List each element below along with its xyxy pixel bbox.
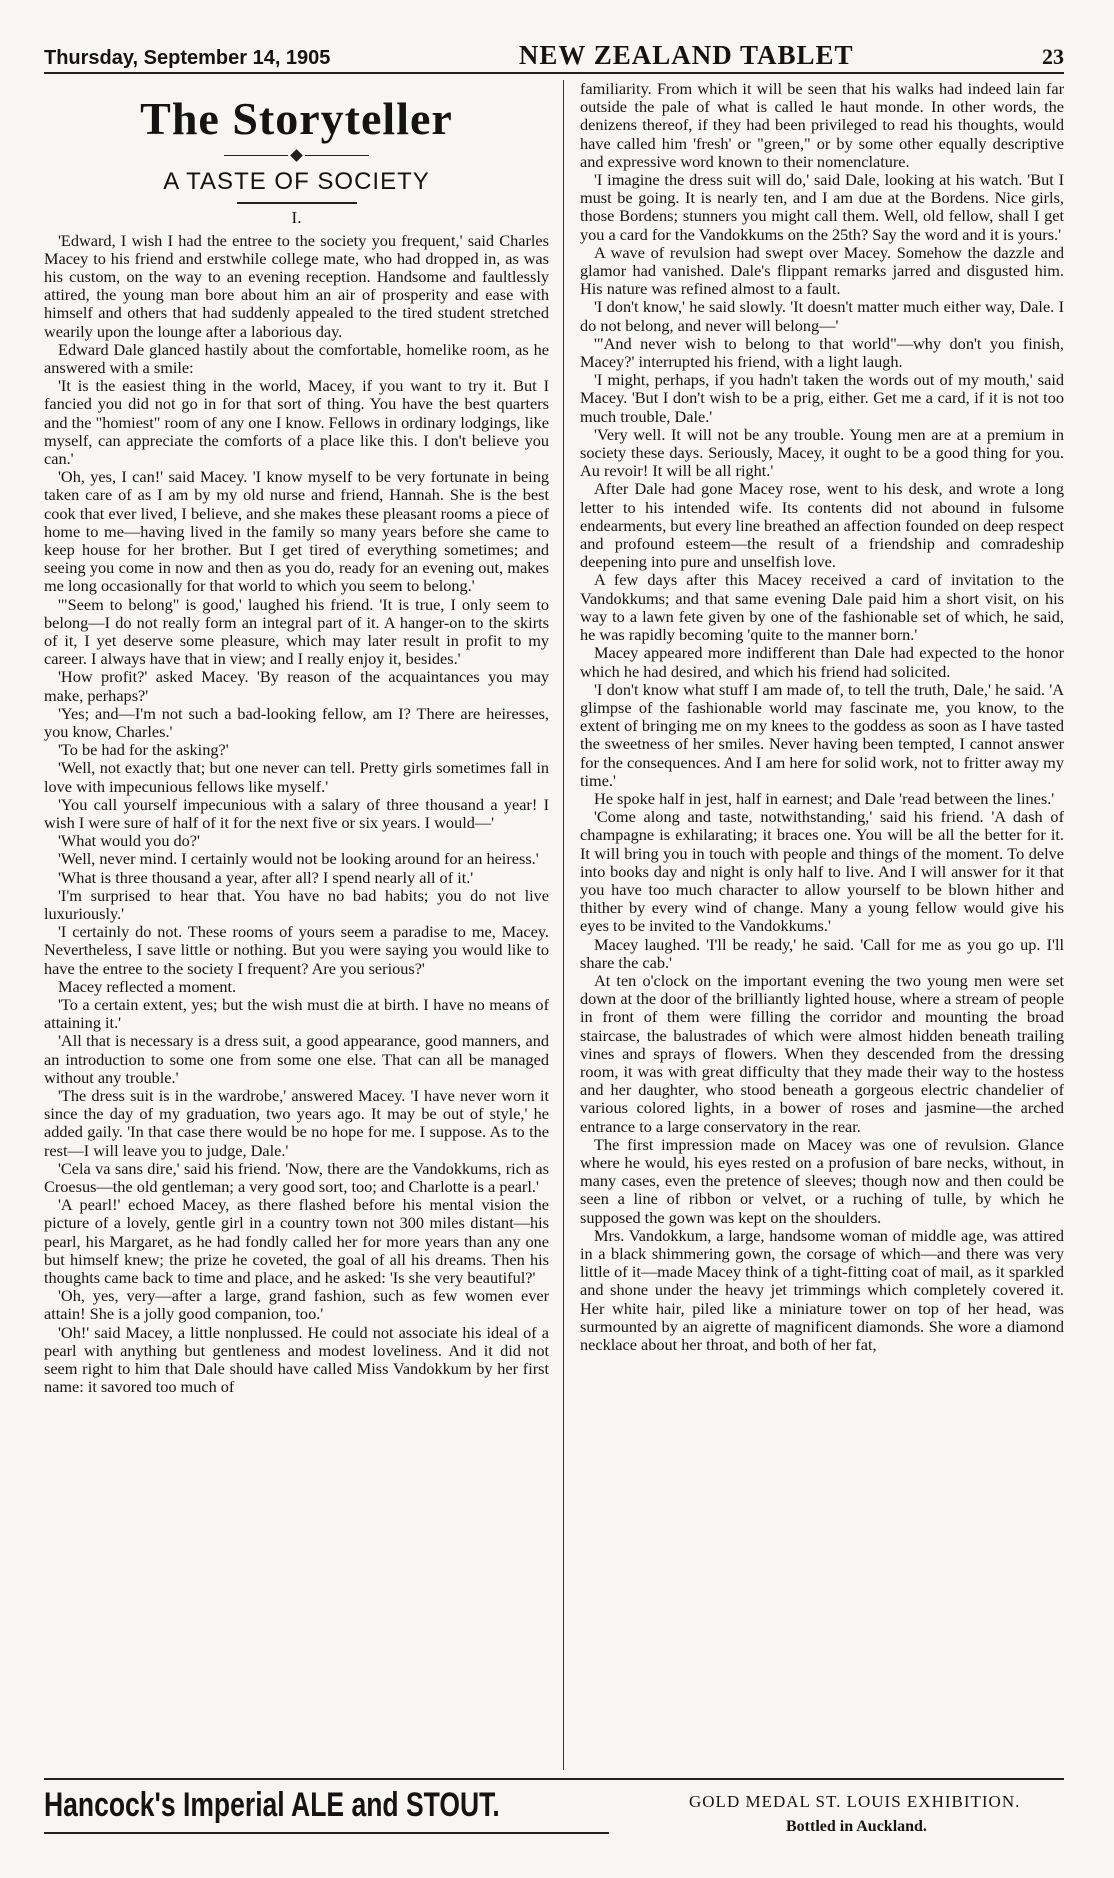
ad-brand: Hancock's Imperial ALE and STOUT.	[44, 1786, 500, 1824]
diamond-icon	[290, 149, 303, 162]
paragraph: familiarity. From which it will be seen that his walks had indeed lain far outside the pale of what is called le haut monde. In other words, the denizens thereof, if they had been privileged to read his thoughts, would have called him 'fresh' or "green," or by some other equally descriptive and expressive word known to their nomenclature.	[580, 80, 1064, 171]
newspaper-title: NEW ZEALAND TABLET	[518, 40, 854, 70]
ad-medal: GOLD MEDAL ST. LOUIS EXHIBITION.	[689, 1792, 1021, 1811]
paragraph: Macey laughed. 'I'll be ready,' he said. 'Call for me as you go up. I'll share the cab.'	[580, 934, 1064, 972]
paragraph: 'Well, not exactly that; but one never can tell. Pretty girls sometimes fall in love with impecunious fellows like myself.'	[44, 758, 549, 796]
paragraph: 'You call yourself impecunious with a salary of three thousand a year! I wish I were sure of half of it for the next five or six years. I would—'	[44, 794, 549, 832]
paragraph: 'Edward, I wish I had the entree to the society you frequent,' said Charles Macey to his friend and erstwhile college mate, who had dropped in, as was his custom, on the way to an evening reception. Handsome and faultlessly attired, the young man bore about him an air of prosperity and ease with himself and others that had suddenly appealed to the tired student stretched wearily upon the lounge after a laborious day.	[44, 230, 549, 341]
paragraph: '"Seem to belong" is good,' laughed his friend. 'It is true, I only seem to belong—I do not really form an integral part of it. A hanger-on to the skirts of it, I yet deserve some pleasure, which may later result in profit to my career. I always have that in view; and I really enjoy it, besides.'	[44, 594, 549, 669]
left-column	[44, 80, 564, 1770]
paragraph: Macey reflected a moment.	[58, 976, 237, 996]
ornament-rule	[224, 155, 288, 157]
paragraph: At ten o'clock on the important evening the two young men were set down at the door of the brilliantly lighted house, where a stream of people in front of them were filling the corridor and mounting the broad staircase, the balustrades of which were almost hidden beneath trailing vines and sprays of flowers. When they descended from the dressing room, it was with great difficulty that they made their way to the hostess and her daughter, who stood beneath a gorgeous electric chandelier of various colored lights, in a bower of roses and jasmine—the arched entrance to a large conservatory in the rear.	[580, 970, 1064, 1136]
issue-date: Thursday, September 14, 1905	[44, 47, 331, 69]
paragraph: 'Yes; and—I'm not such a bad-looking fellow, am I? There are heiresses, you know, Charles.'	[44, 703, 549, 741]
paragraph: Mrs. Vandokkum, a large, handsome woman of middle age, was attired in a black shimmering gown, the corsage of which—and there was very little of it—made Macey think of a tight-fitting coat of mail, as it sparkled and shone under the heavy jet trimmings which completely covered it. Her white hair, piled like a miniature tower on top of her head, was surmounted by an aigrette of magnificent diamonds. She wore a diamond necklace about her throat, and both of her fat,	[580, 1225, 1064, 1355]
right-column-body	[580, 80, 1064, 1354]
paragraph: 'I certainly do not. These rooms of yours seem a paradise to me, Macey. Nevertheless, I save little or nothing. But you were saying you would like to have the entree to the society I frequent? Are you serious?'	[44, 922, 549, 978]
paragraph: 'How profit?' asked Macey. 'By reason of the acquaintances you may make, perhaps?'	[44, 667, 549, 705]
paragraph: 'Well, never mind. I certainly would not be looking around for an heiress.'	[58, 849, 539, 869]
paragraph: 'I'm surprised to hear that. You have no bad habits; you do not live luxuriously.'	[44, 885, 549, 924]
paragraph: 'I might, perhaps, if you hadn't taken the words out of my mouth,' said Macey. 'But I don't wish to be a prig, either. Get me a card, if it is not too much trouble, Dale.'	[580, 370, 1064, 426]
paragraph: A wave of revulsion had swept over Macey. Somehow the dazzle and glamor had vanished. Dale's flippant remarks jarred and disgusted him. His nature was refined almost to a fault.	[580, 242, 1064, 299]
masthead	[44, 40, 1064, 74]
advertisement	[44, 1786, 1064, 1846]
paragraph: Edward Dale glanced hastily about the comfortable, homelike room, as he answered with a smile:	[44, 339, 549, 377]
paragraph: 'A pearl!' echoed Macey, as there flashed before his mental vision the picture of a lovely, gentle girl in a country town not 300 miles distant—his pearl, his Margaret, as he had fondly called her for more years than any one but himself knew; the prize he coveted, the goal of all his dreams. Then his thoughts came back to time and place, and he asked: 'Is she very beautiful?'	[44, 1195, 549, 1288]
ornament-divider	[44, 151, 549, 160]
paragraph: 'Oh, yes, very—after a large, grand fashion, such as few women ever attain! She is a jolly good companion, too.'	[44, 1286, 549, 1324]
paragraph: 'Oh, yes, I can!' said Macey. 'I know myself to be very fortunate in being taken care of as I am by my old nurse and friend, Hannah. She is the best cook that ever lived, I believe, and she makes these pleasant rooms a piece of home to me—having lived in the family so many years before she came to keep house for her brother. But I get tired of everything sometimes; and seeing you come in now and then as you do, ready for an evening out, makes me long occasionally for that world to which you seem to belong.'	[44, 467, 549, 596]
paragraph: Macey appeared more indifferent than Dale had expected to the honor which he had desired, and which his friend had solicited.	[580, 643, 1064, 681]
paragraph: 'I imagine the dress suit will do,' said Dale, looking at his watch. 'But I must be going. It is nearly ten, and I am due at the Bordens. Nice girls, those Bordens; stunners you might call them. Well, old fellow, shall I get you a card for the Vandokkums on the 25th? Say the word and it is yours.'	[580, 170, 1064, 244]
paragraph: 'Very well. It will not be any trouble. Young men are at a premium in society these days. Seriously, Macey, it ought to be a good thing for you. Au revoir! It will be all right.'	[580, 424, 1064, 481]
paragraph: He spoke half in jest, half in earnest; and Dale 'read between the lines.'	[594, 788, 1055, 808]
paragraph: 'Oh!' said Macey, a little nonplussed. He could not associate his ideal of a pearl with anything but gentleness and modest loveliness. And it did not seem right to him that Dale should have called Miss Vandokkum by her first name: it savored too much of	[44, 1322, 549, 1397]
paragraph: 'Cela va sans dire,' said his friend. 'Now, there are the Vandokkums, rich as Croesus—the old gentleman; a very good sort, too; and Charlotte is a pearl.'	[44, 1158, 549, 1197]
paragraph: 'I don't know what stuff I am made of, to tell the truth, Dale,' he said. 'A glimpse of the fashionable world may fascinate me, you know, to the extent of bringing me on my knees to the goddess as soon as I have tasted the sweetness of her smiles. Never having been tempted, I cannot answer for the consequences. And I am here for solid work, not to fritter away my time.'	[580, 679, 1064, 790]
advertisement-rule	[44, 1778, 1064, 1780]
ad-bottled: Bottled in Auckland.	[786, 1818, 927, 1835]
paragraph: '"And never wish to belong to that world"—why don't you finish, Macey?' interrupted his friend, with a light laugh.	[580, 333, 1064, 372]
left-column-body	[44, 232, 549, 1397]
ad-brand-rule	[44, 1832, 609, 1834]
paragraph: 'I don't know,' he said slowly. 'It doesn't matter much either way, Dale. I do not belong, and never will belong—'	[580, 297, 1064, 335]
page-number: 23	[1042, 44, 1064, 69]
chapter-number: I.	[291, 207, 302, 227]
title-rule	[237, 202, 357, 204]
paragraph: After Dale had gone Macey rose, went to his desk, and wrote a long letter to his intended wife. Its contents did not abound in fulsome endearments, but every line breathed an affection founded on deep respect and profound esteem—the result of a friendship and comradeship deepening into pure and unselfish love.	[580, 479, 1064, 572]
paragraph: The first impression made on Macey was one of revulsion. Glance where he would, his eyes rested on a profusion of bare necks, without, in many cases, even the pretence of sleeves; though now and then could be seen a line of ribbon or velvet, or a ruching of tulle, by which he supposed the gown was kept on the shoulders.	[580, 1134, 1064, 1227]
paragraph: A few days after this Macey received a card of invitation to the Vandokkums; and that same evening Dale paid him a short visit, on his way to a lawn fete given by one of the fashionable set of which, he said, he was rapidly becoming 'quite to the manner born.'	[580, 570, 1064, 645]
article-columns	[44, 80, 1064, 1770]
ornament-rule	[305, 155, 369, 157]
right-column	[564, 80, 1064, 1770]
paragraph: 'To be had for the asking?'	[58, 740, 229, 760]
paragraph: 'Come along and taste, notwithstanding,' said his friend. 'A dash of champagne is exhilarating; it braces one. You will be all the better for it. It will bring you in touch with people and things of the moment. To delve into books day and night is only half to live. And I will answer for it that you have too much character to allow yourself to be blown hither and thither by every wind of change. Many a young fellow would give his eyes to be invited to the Vandokkums.'	[580, 807, 1064, 936]
paragraph: 'To a certain extent, yes; but the wish must die at birth. I have no means of attaining it.'	[44, 995, 549, 1033]
paragraph: 'It is the easiest thing in the world, Macey, if you want to try it. But I fancied you did not go in for that sort of thing. You have the best quarters and the "homiest" room of any one I know. Fellows in ordinary lodgings, like myself, can appreciate the comforts of a place like this. I don't believe you can.'	[44, 376, 549, 468]
story-title: A TASTE OF SOCIETY	[163, 168, 430, 195]
paragraph: 'The dress suit is in the wardrobe,' answered Macey. 'I have never worn it since the day of my graduation, two years ago. It may be out of style,' he added gaily. 'In that case there would be no hope for me. I suppose. As to the rest—I will leave you to judge, Dale.'	[44, 1086, 549, 1160]
paragraph: 'What is three thousand a year, after all? I spend nearly all of it.'	[58, 867, 474, 887]
section-title: The Storyteller	[140, 93, 453, 144]
paragraph: 'All that is necessary is a dress suit, a good appearance, good manners, and an introduction to some one from some one else. That can all be managed without any trouble.'	[44, 1031, 549, 1087]
paragraph: 'What would you do?'	[58, 831, 200, 851]
